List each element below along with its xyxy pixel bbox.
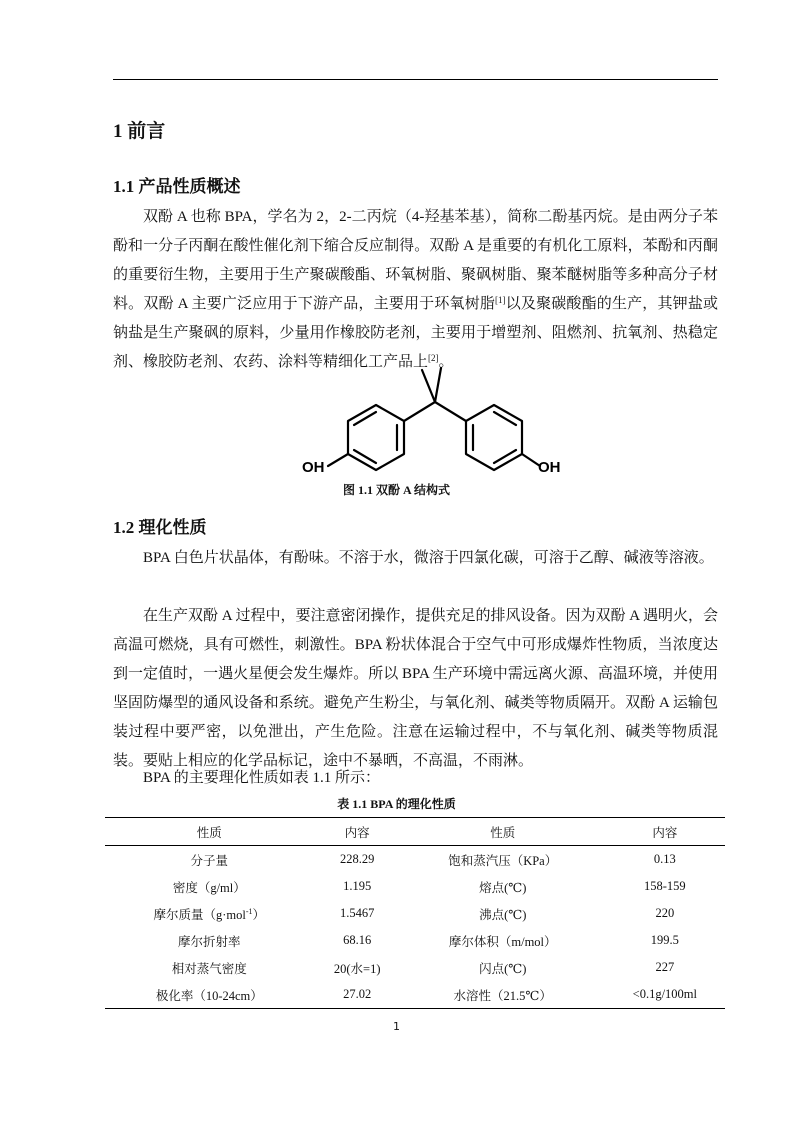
table-cell: 1.195 — [343, 879, 372, 893]
oh-label-left: OH — [302, 459, 325, 476]
table-cell: 相对蒸气密度 — [171, 961, 247, 976]
molar-mass-label: 摩尔质量（g·mol — [153, 907, 246, 922]
table-header-row — [105, 818, 725, 846]
header-rule — [113, 79, 718, 80]
table-cell: 摩尔折射率 — [178, 934, 241, 949]
molar-mass-exponent: -1 — [245, 906, 253, 916]
table-row — [105, 927, 725, 954]
table-cell: 220 — [655, 906, 675, 920]
table-cell: 极化率（10-24cm） — [105, 981, 314, 1009]
table-cell: 摩尔体积（m/mol） — [448, 934, 557, 949]
table-cell: 227 — [655, 960, 675, 974]
paragraph-properties: BPA 白色片状晶体，有酚味。不溶于水，微溶于四氯化碳，可溶于乙醇、碱液等溶液。 — [143, 550, 714, 566]
citation-1[interactable]: [1] — [495, 295, 506, 305]
table-cell: 闪点(℃) — [479, 961, 527, 976]
paragraph-table-intro: BPA 的主要理化性质如表 1.1 所示： — [143, 770, 380, 786]
molar-mass-close: ） — [252, 907, 266, 922]
methyl-bond-left — [422, 370, 435, 402]
subsection-heading-1-1: 1.1 产品性质概述 — [113, 177, 241, 196]
bond-to-right-ring — [435, 402, 466, 421]
left-ring-double-bond-2 — [354, 450, 376, 463]
overview-text-end: 。 — [438, 354, 454, 370]
figure-caption: 图 1.1 双酚 A 结构式 — [342, 483, 450, 497]
table-cell: 密度（g/ml） — [172, 880, 246, 895]
methyl-bond-right — [435, 368, 441, 402]
overview-text-1: 双酚 A 也称 BPA，学名为 2，2-二丙烷（4-羟基苯基），简称二酚基丙烷。是由两分子苯酚和一分子丙酮在酸性催化剂下缩合反应制得。双酚 A 是重要的有机化工原料，苯酚和丙酮的重要衍生物，主要用于生产聚碳酸酯、环氧树脂、聚砜树脂、聚苯醚树脂等多种高分子材料。双酚 A 主要广泛应用于下游产品，主要用于环氧树脂 — [113, 209, 718, 312]
right-ring-double-bond-2 — [494, 450, 516, 463]
left-oh-bond — [328, 454, 348, 466]
page-number: 1 — [393, 1020, 400, 1033]
table-cell: 水溶性（21.5℃） — [401, 981, 605, 1009]
table-row — [105, 954, 725, 981]
table-cell: 沸点(℃) — [479, 907, 527, 922]
right-benzene-ring — [466, 405, 522, 470]
overview-text-2: 以及聚碳酸酯的生产，其钾盐或钠盐是生产聚砜的原料，少量用作橡胶防老剂，主要用于增塑剂、阻燃剂、抗氧剂、热稳定剂、橡胶防老剂、农药、涂料等精细化工产品上 — [113, 296, 718, 370]
table-row — [105, 900, 725, 927]
header-value-1: 内容 — [314, 818, 401, 846]
bpa-structure-figure — [290, 365, 580, 480]
table-cell: 228.29 — [340, 852, 375, 866]
table-cell: 熔点(℃) — [479, 880, 527, 895]
table-cell: 199.5 — [650, 933, 679, 947]
table-row — [105, 873, 725, 900]
header-property-1: 性质 — [105, 818, 314, 846]
table-row — [105, 846, 725, 874]
right-ring-double-bond-3 — [494, 412, 516, 425]
table-cell: 0.13 — [653, 852, 676, 866]
table-cell: 分子量 — [190, 853, 229, 868]
paragraph-overview — [113, 203, 718, 377]
header-value-2: 内容 — [605, 818, 725, 846]
table-cell — [105, 900, 314, 927]
section-heading: 1 前言 — [113, 121, 166, 142]
citation-2[interactable]: [2] — [428, 353, 439, 363]
properties-table — [105, 817, 725, 1009]
table-cell: 158-159 — [644, 879, 686, 893]
table-cell: <0.1g/100ml — [605, 981, 725, 1009]
subsection-heading-1-2: 1.2 理化性质 — [113, 518, 207, 537]
table-cell: 20(水=1) — [333, 961, 381, 976]
header-property-2: 性质 — [401, 818, 605, 846]
table-cell: 27.02 — [314, 981, 401, 1009]
table-caption: 表 1.1 BPA 的理化性质 — [337, 797, 456, 811]
left-ring-double-bond-3 — [354, 412, 376, 425]
table-cell: 68.16 — [343, 933, 372, 947]
table-row — [105, 981, 725, 1009]
oh-label-right: OH — [538, 459, 561, 476]
left-benzene-ring — [348, 405, 404, 470]
table-cell: 饱和蒸汽压（KPa） — [448, 853, 558, 868]
bond-to-left-ring — [404, 402, 435, 421]
paragraph-safety: 在生产双酚 A 过程中，要注意密闭操作，提供充足的排风设备。因为双酚 A 遇明火，会高温可燃烧，具有可燃性，刺激性。BPA 粉状体混合于空气中可形成爆炸性物质，当浓度达到一定值时，一遇火星便会发生爆炸。所以 BPA 生产环境中需远离火源、高温环境，并使用坚固防爆型的通风设备和系统。避免产生粉尘，与氧化剂、碱类等物质隔开。双酚 A 运输包装过程中要严密，以免泄出，产生危险。注意在运输过程中，不与氧化剂、碱类等物质混装。要贴上相应的化学品标记，途中不暴晒，不高温，不雨淋。 — [113, 608, 719, 769]
table-cell: 1.5467 — [340, 906, 375, 920]
